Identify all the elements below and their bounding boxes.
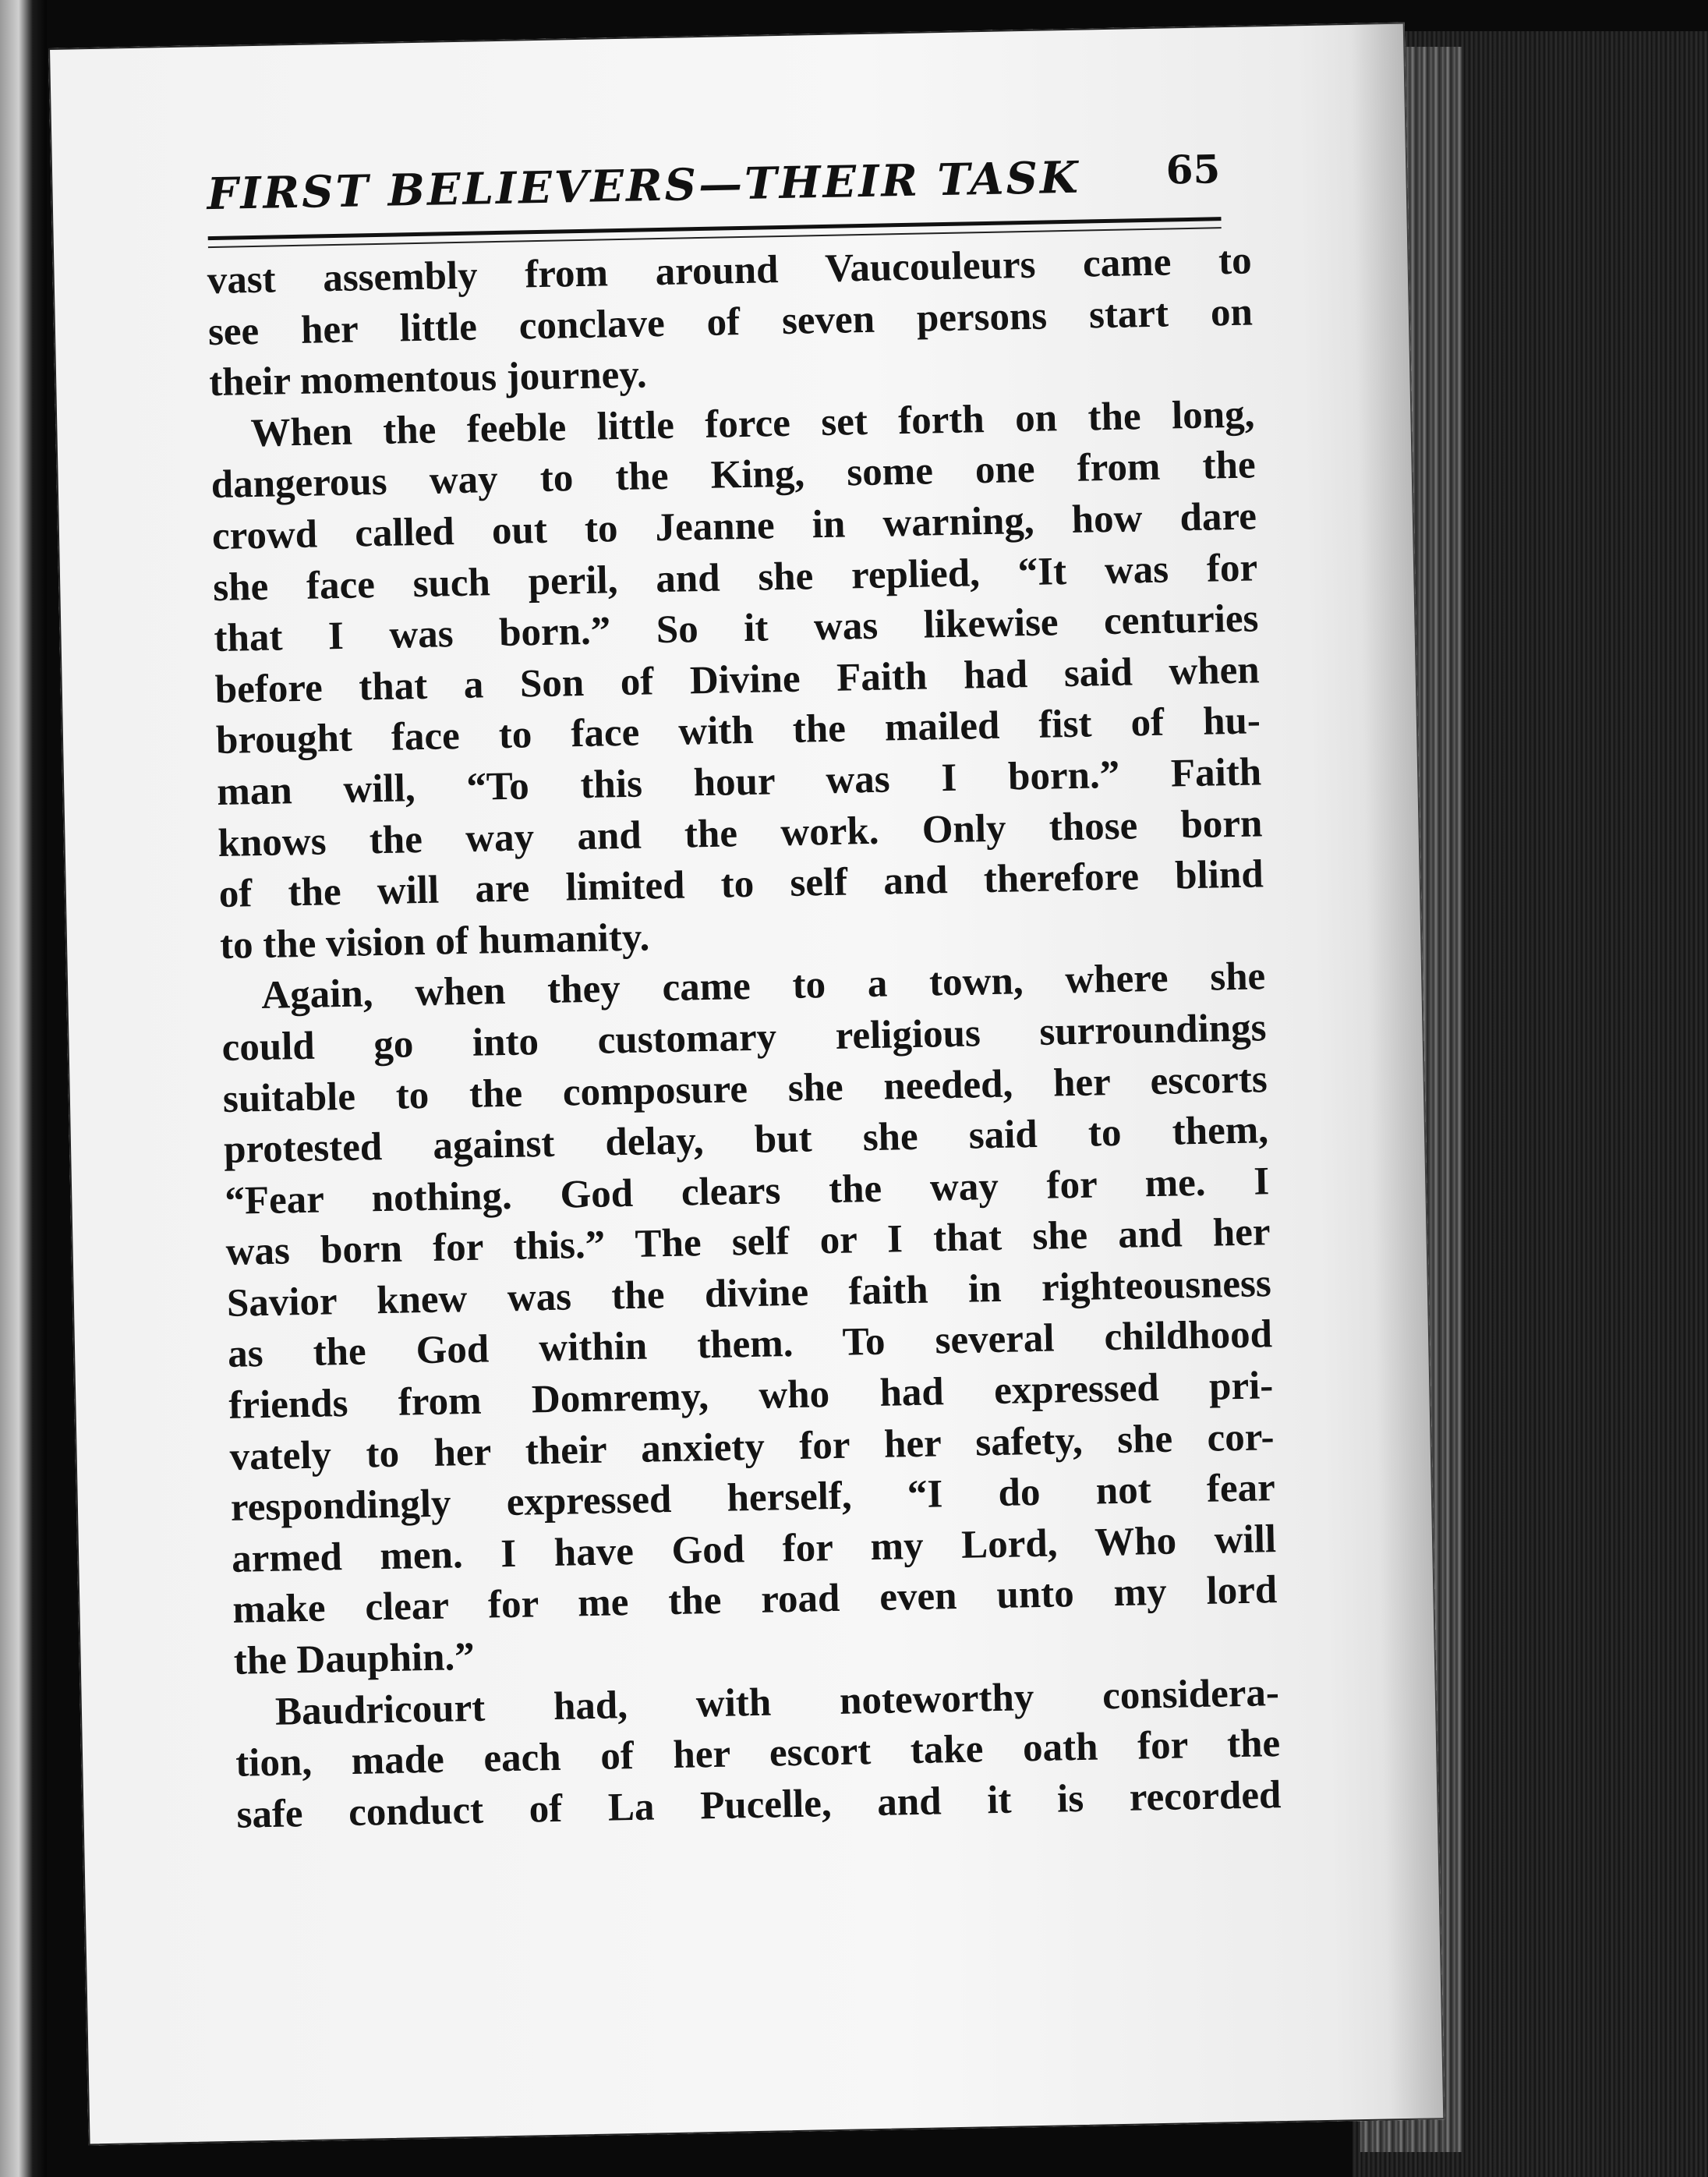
book-page [48, 23, 1445, 2146]
text-line: of the will are limited to self and therefore blind [218, 852, 1264, 917]
text-line: “Fear nothing. God clears the way for me. I [224, 1159, 1270, 1223]
text-line: Savior knew was the divine faith in righteousness [226, 1262, 1272, 1326]
facing-page-edge [0, 0, 47, 2177]
body-text [207, 235, 1282, 1841]
text-line: respondingly expressed herself, “I do not fear [230, 1466, 1276, 1531]
text-line: could go into customary religious surroundings [221, 1006, 1267, 1070]
text-line: was born for this.” The self or I that she and her [225, 1210, 1271, 1275]
text-line: the Dauphin.” [233, 1634, 476, 1683]
text-line: she face such peril, and she replied, “It was for [212, 545, 1258, 610]
text-line: vast assembly from around Vaucouleurs came to [207, 239, 1253, 303]
running-title: FIRST BELIEVERS—THEIR TASK [206, 151, 1081, 221]
paragraph-start-line: Baudricourt had, with noteworthy considera- [274, 1670, 1280, 1734]
text-line: as the God within them. To several childhood [227, 1312, 1273, 1377]
text-line: knows the way and the work. Only those born [217, 801, 1263, 865]
text-line: to the vision of humanity. [219, 915, 650, 968]
text-line: make clear for me the road even unto my lord [232, 1568, 1278, 1633]
text-line: before that a Son of Divine Faith had said when [214, 648, 1261, 712]
text-line: friends from Domremy, who had expressed pri- [228, 1364, 1274, 1428]
text-line: safe conduct of La Pucelle, and it is recorded [236, 1772, 1282, 1837]
text-line: crowd called out to Jeanne in warning, how dare [211, 494, 1257, 559]
paragraph-start-line: Again, when they came to a town, where she [260, 954, 1266, 1018]
running-header [207, 143, 1221, 232]
text-line: man will, “To this hour was I born.” Faith [216, 750, 1262, 814]
page-number: 65 [1165, 146, 1221, 193]
text-line: see her little conclave of seven persons start on [207, 290, 1254, 354]
text-line: suitable to the composure she needed, her escorts [222, 1057, 1268, 1121]
text-line: protested against delay, but she said to them, [223, 1108, 1269, 1173]
text-line: vately to her their anxiety for her safety, she cor- [229, 1414, 1275, 1479]
paragraph-start-line: When the feeble little force set forth on the long, [249, 392, 1255, 455]
text-line: dangerous way to the King, some one from the [210, 443, 1257, 508]
text-line: armed men. I have God for my Lord, Who will [231, 1517, 1277, 1581]
text-line: that I was born.” So it was likewise centuries [214, 596, 1259, 661]
text-line: brought face to face with the mailed fist of hu- [215, 699, 1261, 763]
text-line: tion, made each of her escort take oath for the [235, 1722, 1281, 1786]
text-line: their momentous journey. [208, 352, 648, 405]
